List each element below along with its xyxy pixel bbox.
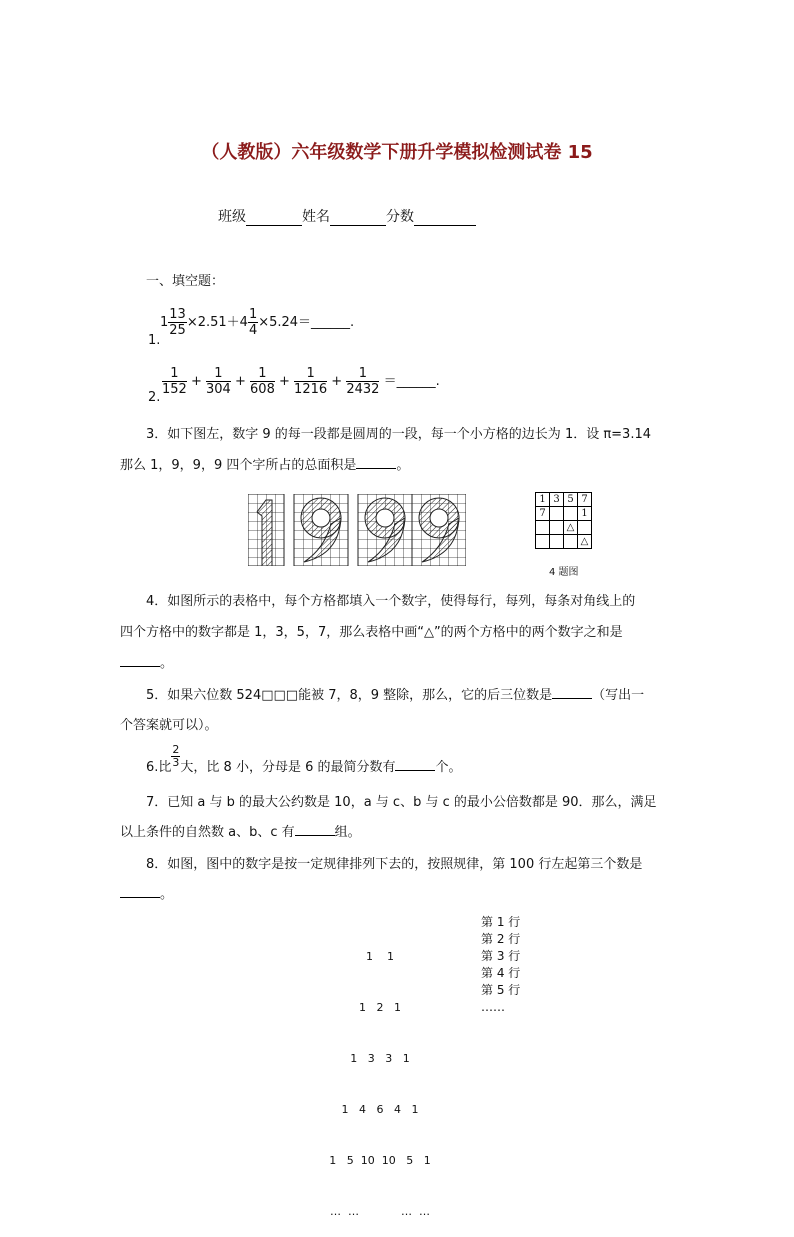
grid-cell: 3: [550, 493, 564, 507]
row-label: ……: [481, 1000, 505, 1014]
question-5-line-2: 个答案就可以）。: [120, 718, 218, 733]
digit-9-grid: [294, 494, 348, 566]
triangle-row: 1 2 1: [359, 1001, 401, 1014]
triangle-row: 1 5 10 10 5 1: [329, 1154, 431, 1167]
grid-cell: [578, 521, 592, 535]
row-label: 第 1 行: [481, 915, 521, 929]
grid-cell: [550, 507, 564, 521]
class-blank[interactable]: [246, 211, 302, 226]
q2-fraction: $\frac{1}{152}$: [162, 366, 187, 397]
plus-sign: +: [190, 374, 202, 389]
figure-4-caption: 4 题图: [549, 567, 579, 578]
answer-blank[interactable]: [552, 685, 592, 699]
pascal-triangle: [320, 914, 440, 1237]
score-label: 分数: [386, 209, 414, 225]
q6-fraction: $\frac{2}{3}$: [172, 743, 180, 769]
answer-blank[interactable]: [356, 455, 396, 469]
name-blank[interactable]: [330, 211, 386, 226]
grid-cell: [536, 535, 550, 549]
digit-9-grid: [412, 494, 466, 566]
question-4-line-2: 四个方格中的数字都是 1，3，5，7，那么表格中画“△”的两个方格中的两个数字之和是: [120, 625, 623, 640]
grid-cell: [550, 521, 564, 535]
digit-1-grid: [248, 494, 284, 566]
grid-cell: [564, 535, 578, 549]
answer-blank[interactable]: [120, 653, 160, 667]
q1-mid: ×2.51＋4: [186, 315, 248, 330]
triangle-row: 1 4 6 4 1: [341, 1103, 419, 1116]
score-blank[interactable]: [414, 211, 476, 226]
page-title: （人教版）六年级数学下册升学模拟检测试卷 15: [201, 142, 593, 163]
grid-cell: 5: [564, 493, 578, 507]
row-label: 第 3 行: [481, 949, 521, 963]
question-7-line-2: 以上条件的自然数 a、b、c 有 组。: [120, 818, 361, 848]
answer-blank[interactable]: [120, 884, 160, 898]
grid-cell: 1: [536, 493, 550, 507]
q1-fraction-1: $\frac{13}{25}$: [169, 307, 186, 338]
question-4-line-1: 4．如图所示的表格中，每个方格都填入一个数字，使得每行，每列，每条对角线上的: [146, 594, 636, 609]
student-info-line: [218, 206, 476, 226]
q2-fraction: $\frac{1}{608}$: [250, 366, 275, 397]
grid-cell: △: [564, 521, 578, 535]
class-label: 班级: [218, 209, 246, 225]
q1-fraction-2: $\frac{1}{4}$: [248, 307, 258, 338]
plus-sign: +: [279, 374, 290, 389]
question-3-line-2: 那么 1，9，9，9 四个字所占的总面积是 。: [120, 451, 409, 481]
section-heading: 一、填空题：: [146, 274, 225, 289]
grid-cell: [550, 535, 564, 549]
q2-tail: ＝______.: [383, 374, 440, 389]
digit-9-grid: [358, 494, 412, 566]
answer-blank[interactable]: [295, 822, 335, 836]
grid-cell: [536, 521, 550, 535]
question-6: 6.比 $\frac{2}{3}$ 大，比 8 小，分母是 6 的最简分数有 个。: [146, 743, 462, 775]
triangle-row: 1 3 3 1: [350, 1052, 410, 1065]
row-label: 第 4 行: [481, 966, 521, 980]
q2-number: 2.: [148, 390, 161, 405]
grid-cell: 1: [578, 507, 592, 521]
grid-cell: [564, 507, 578, 521]
row-labels: [481, 914, 520, 1016]
q1-tail: ×5.24＝______.: [258, 315, 355, 330]
question-4-line-3: 。: [120, 649, 173, 679]
row-label: 第 2 行: [481, 932, 521, 946]
plus-sign: +: [234, 374, 246, 389]
q2-fraction: $\frac{1}{1216}$: [294, 366, 328, 397]
grid-cell: △: [578, 535, 592, 549]
plus-sign: +: [331, 374, 343, 389]
triangle-row: … … … …: [330, 1205, 430, 1218]
question-7-line-1: 7．已知 a 与 b 的最大公约数是 10，a 与 c、b 与 c 的最小公倍数都是 90．那么，满足: [146, 795, 657, 810]
question-5-line-1: 5．如果六位数 524□□□能被 7，8，9 整除，那么，它的后三位数是 （写出一: [146, 681, 644, 711]
grid-cell: 7: [536, 507, 550, 521]
grid-cell: 7: [578, 493, 592, 507]
digits-1999-figure: [248, 494, 466, 566]
q1-whole: 1: [160, 315, 169, 330]
question-8-line-1: 8．如图，图中的数字是按一定规律排列下去的，按照规律，第 100 行左起第三个数是: [146, 857, 643, 872]
question-8-line-2: 。: [120, 880, 173, 910]
magic-grid-table: [535, 492, 592, 549]
row-label: 第 5 行: [481, 983, 521, 997]
answer-blank[interactable]: [395, 757, 435, 771]
triangle-row: 1 1: [366, 950, 394, 963]
name-label: 姓名: [302, 209, 330, 225]
question-3-line-1: 3．如下图左，数字 9 的每一段都是圆周的一段，每一个小方格的边长为 1．设 π=3.14: [146, 427, 652, 442]
q2-fraction: $\frac{1}{2432}$: [346, 366, 380, 397]
q2-fraction: $\frac{1}{304}$: [206, 366, 231, 397]
q1-number: 1.: [148, 333, 161, 348]
